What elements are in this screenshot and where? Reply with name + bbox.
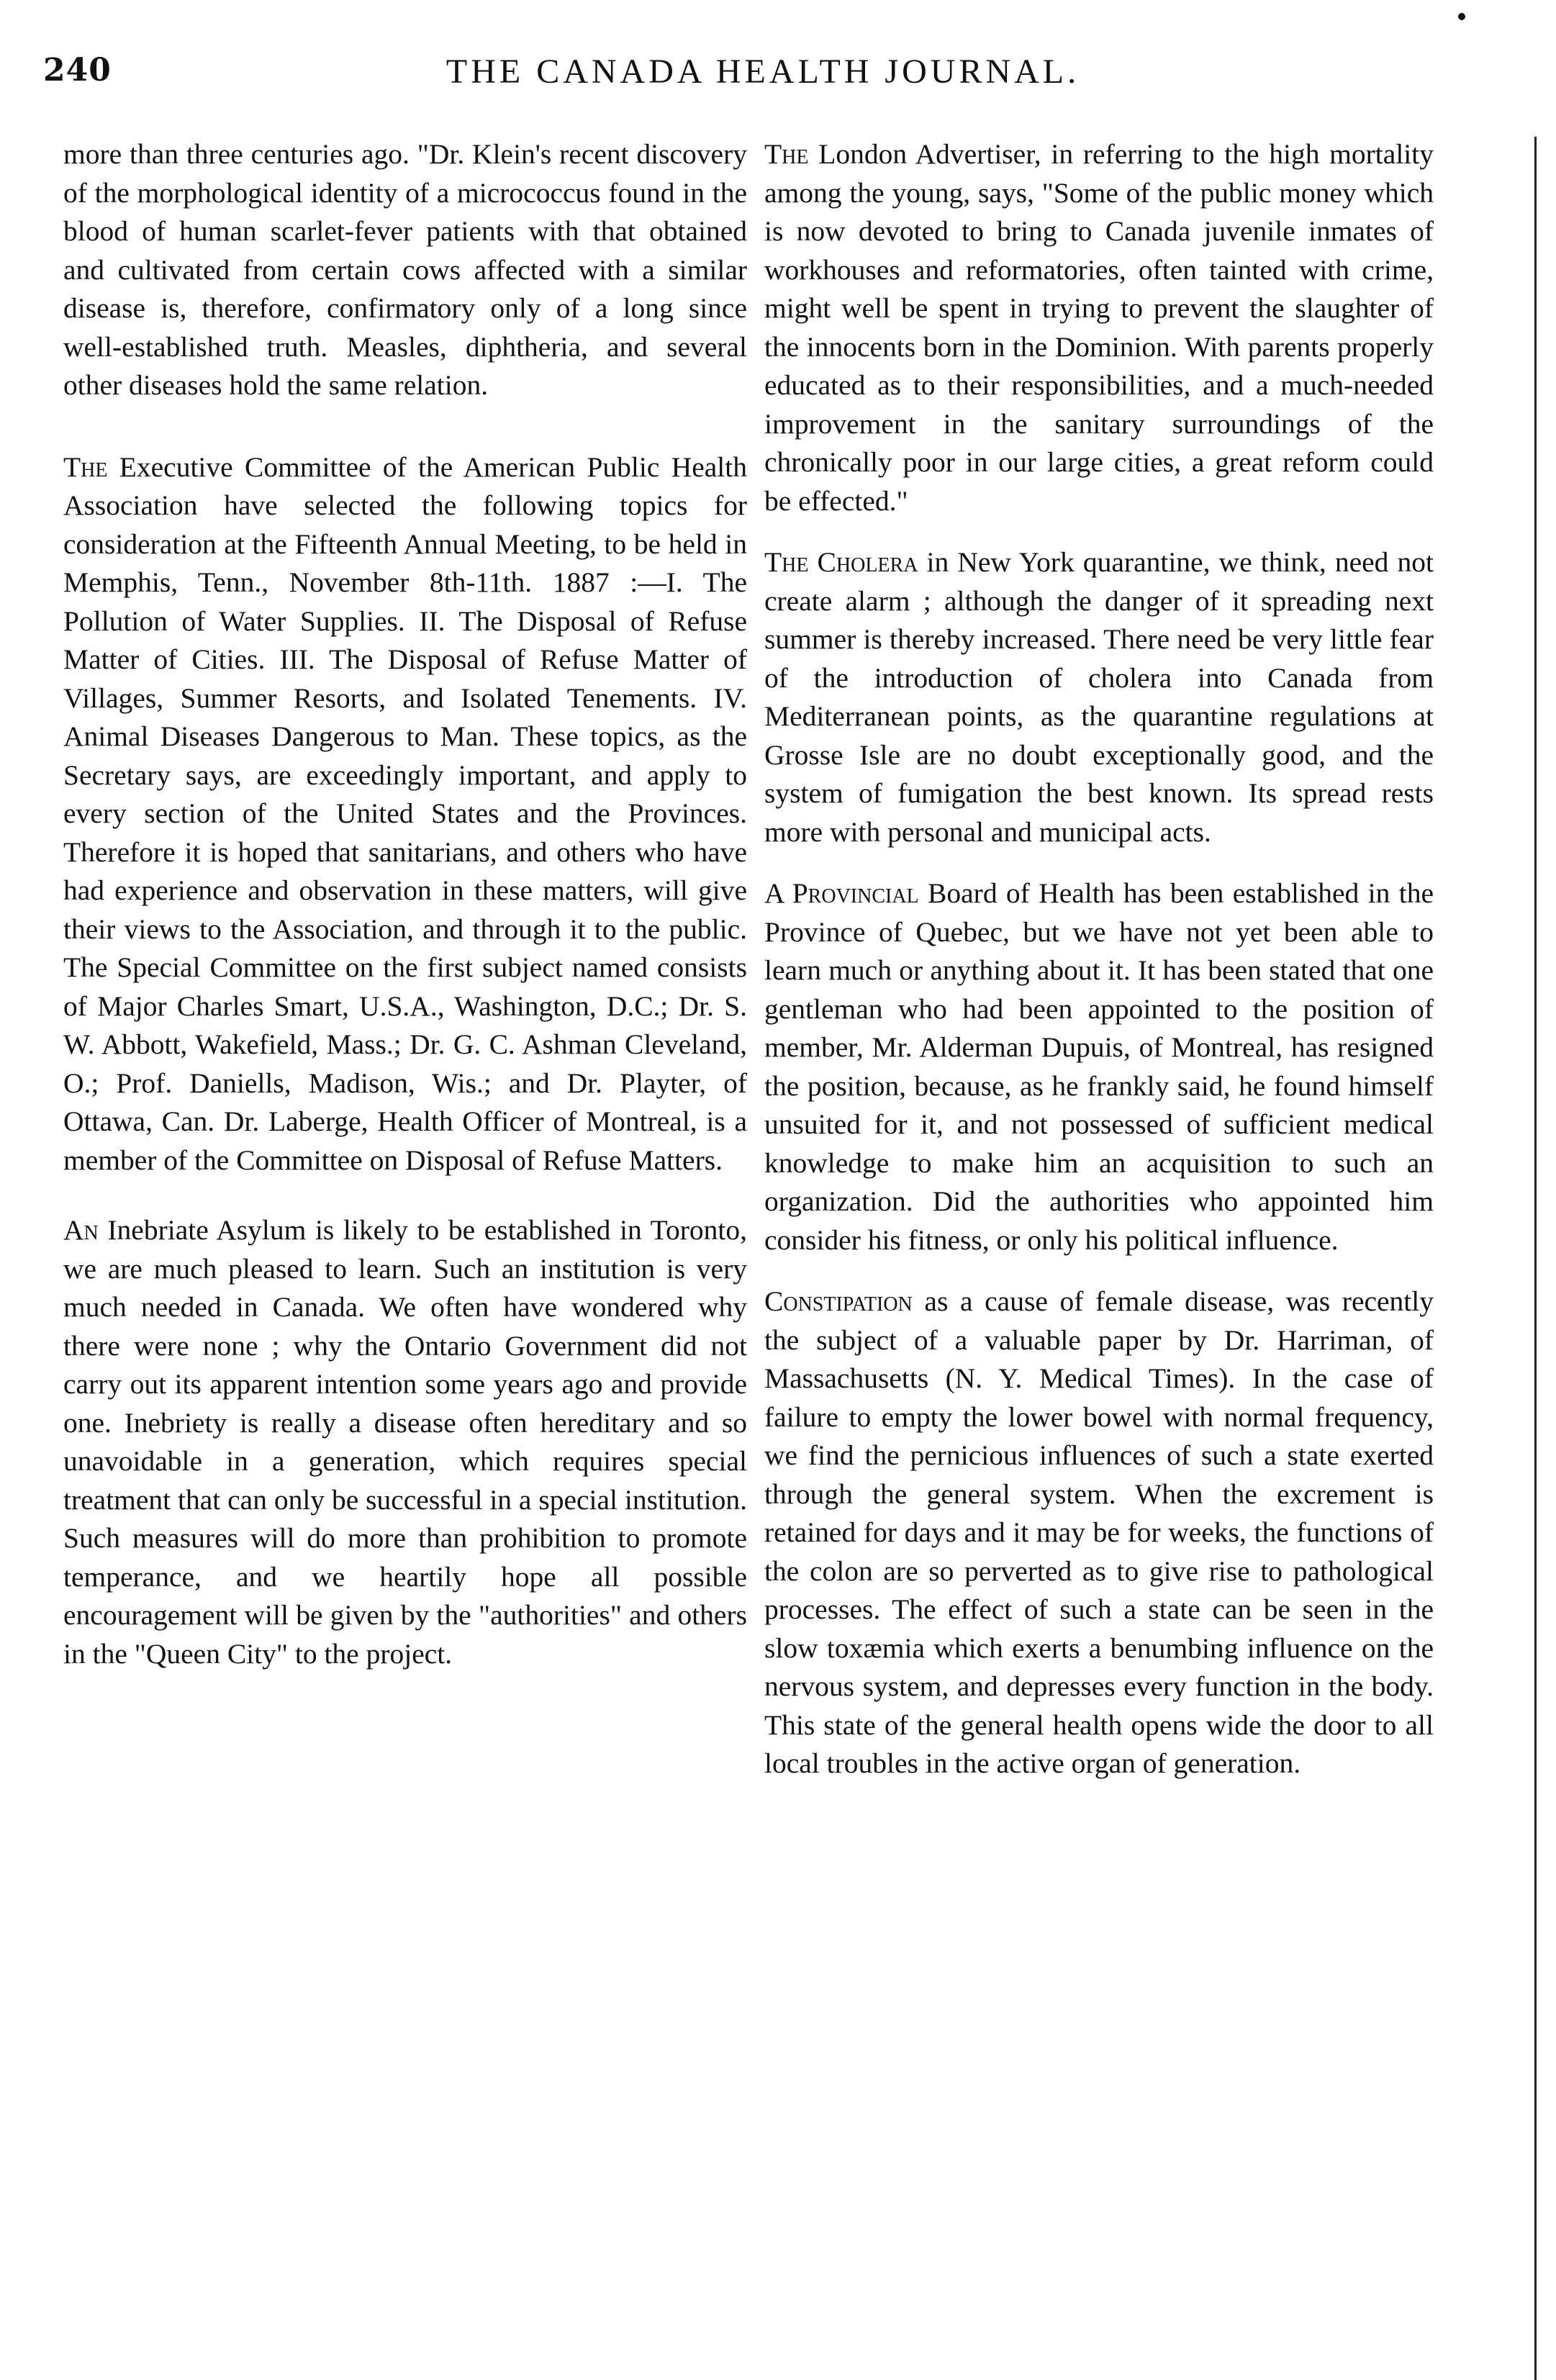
paragraph-text: Board of Health has been established in the Province of Quebec, but we have not yet been able to learn much or anything about it. It has been stated that one gentleman who had been appointed to the position of member, Mr. Alderman Dupuis, of Montreal, has resigned the position, because, as he frankly said, he found himself unsuited for it, and not possessed of sufficient medical knowledge to make him an acquisition to such an organization. Did the authorities who appointed him consider his fitness, or only his political influence. xyxy=(764,877,1434,1256)
running-title: THE CANADA HEALTH JOURNAL. xyxy=(445,53,1080,91)
paragraph-lead: An xyxy=(63,1214,99,1246)
page-edge-rule xyxy=(1534,137,1537,2380)
paragraph-text: as a cause of female disease, was recently the subject of a valuable paper by Dr. Harriman, of Massachusetts (N. Y. Medical Times). In the case of failure to empty the lower bowel with normal frequency, we find the pernicious influences of such a state exerted through the general system. When the excrement is retained for days and it may be for weeks, the functions of the colon are so perverted as to give rise to pathological processes. The effect of such a state can be seen in the slow toxæmia which exerts a benumbing influence on the nervous system, and depresses every function in the body. This state of the general health opens wide the door to all local troubles in the active organ of generation. xyxy=(764,1285,1434,1779)
paragraph-lead: The xyxy=(764,138,809,170)
left-column xyxy=(63,135,747,1696)
paragraph-lead: Constipation xyxy=(764,1285,913,1317)
paragraph-executive-committee xyxy=(63,448,747,1180)
paragraph-cholera xyxy=(764,543,1434,851)
paragraph-london-advertiser xyxy=(764,135,1434,520)
page-header xyxy=(0,0,1556,137)
paragraph-text: more than three centuries ago. "Dr. Klein's recent discovery of the morphological identity of a micrococcus found in the blood of human scarlet-fever patients with that obtained and cultivated from certain cows affected with a similar disease is, therefore, confirmatory only of a long since well-established truth. Measles, diphtheria, and several other diseases hold the same relation. xyxy=(63,138,747,401)
paragraph-text: Inebriate Asylum is likely to be established in Toronto, we are much pleased to learn. Such an institution is very much needed in Canada. We often have wondered why there were none ; why the Ontario Government did not carry out its apparent intention some years ago and provide one. Inebriety is really a disease often hereditary and so unavoidable in a generation, which requires special treatment that can only be successful in a special institution. Such measures will do more than prohibition to promote temperance, and we heartily hope all possible encouragement will be given by the "authorities" and others in the "Queen City" to the project. xyxy=(63,1214,747,1670)
paragraph-text: Executive Committee of the American Public Health Association have selected the following topics for consideration at the Fifteenth Annual Meeting, to be held in Memphis, Tenn., November 8th-11th. 1887 :—I. The Pollution of Water Supplies. II. The Disposal of Refuse Matter of Cities. III. The Disposal of Refuse Matter of Villages, Summer Resorts, and Isolated Tenements. IV. Animal Diseases Dangerous to Man. These topics, as the Secretary says, are exceedingly important, and apply to every section of the United States and the Provinces. Therefore it is hoped that sanitarians, and others who have had experience and observation in these matters, will give their views to the Association, and through it to the public. The Special Committee on the first subject named consists of Major Charles Smart, U.S.A., Washington, D.C.; Dr. S. W. Abbott, Wakefield, Mass.; Dr. G. C. Ashman Cleveland, O.; Prof. Daniells, Madison, Wis.; and Dr. Playter, of Ottawa, Can. Dr. Laberge, Health Officer of Montreal, is a member of the Committee on Disposal of Refuse Matters. xyxy=(63,451,747,1176)
paragraph-scarlet-fever xyxy=(63,135,747,405)
paragraph-text: London Advertiser, in referring to the high mortality among the young, says, "Some of the public money which is now devoted to bring to Canada juvenile inmates of workhouses and reformatories, often tainted with crime, might well be spent in trying to prevent the slaughter of the innocents born in the Dominion. With parents properly educated as to their responsibilities, and a much-needed improvement in the sanitary surroundings of the chronically poor in our large cities, a great reform could be effected." xyxy=(764,138,1434,517)
paragraph-lead: The Cholera xyxy=(764,546,918,578)
right-column xyxy=(764,135,1434,1806)
paragraph-provincial-board xyxy=(764,874,1434,1259)
paragraph-constipation xyxy=(764,1282,1434,1783)
paragraph-lead: The xyxy=(63,451,108,483)
page-number: 240 xyxy=(43,52,112,89)
paragraph-lead: A Provincial xyxy=(764,877,919,909)
paragraph-text: in New York quarantine, we think, need not create alarm ; although the danger of it spreading next summer is thereby increased. There need be very little fear of the introduction of cholera into Canada from Mediterranean points, as the quarantine regulations at Grosse Isle are no doubt exceptionally good, and the system of fumigation the best known. Its spread rests more with personal and municipal acts. xyxy=(764,546,1434,848)
paragraph-inebriate-asylum xyxy=(63,1211,747,1673)
